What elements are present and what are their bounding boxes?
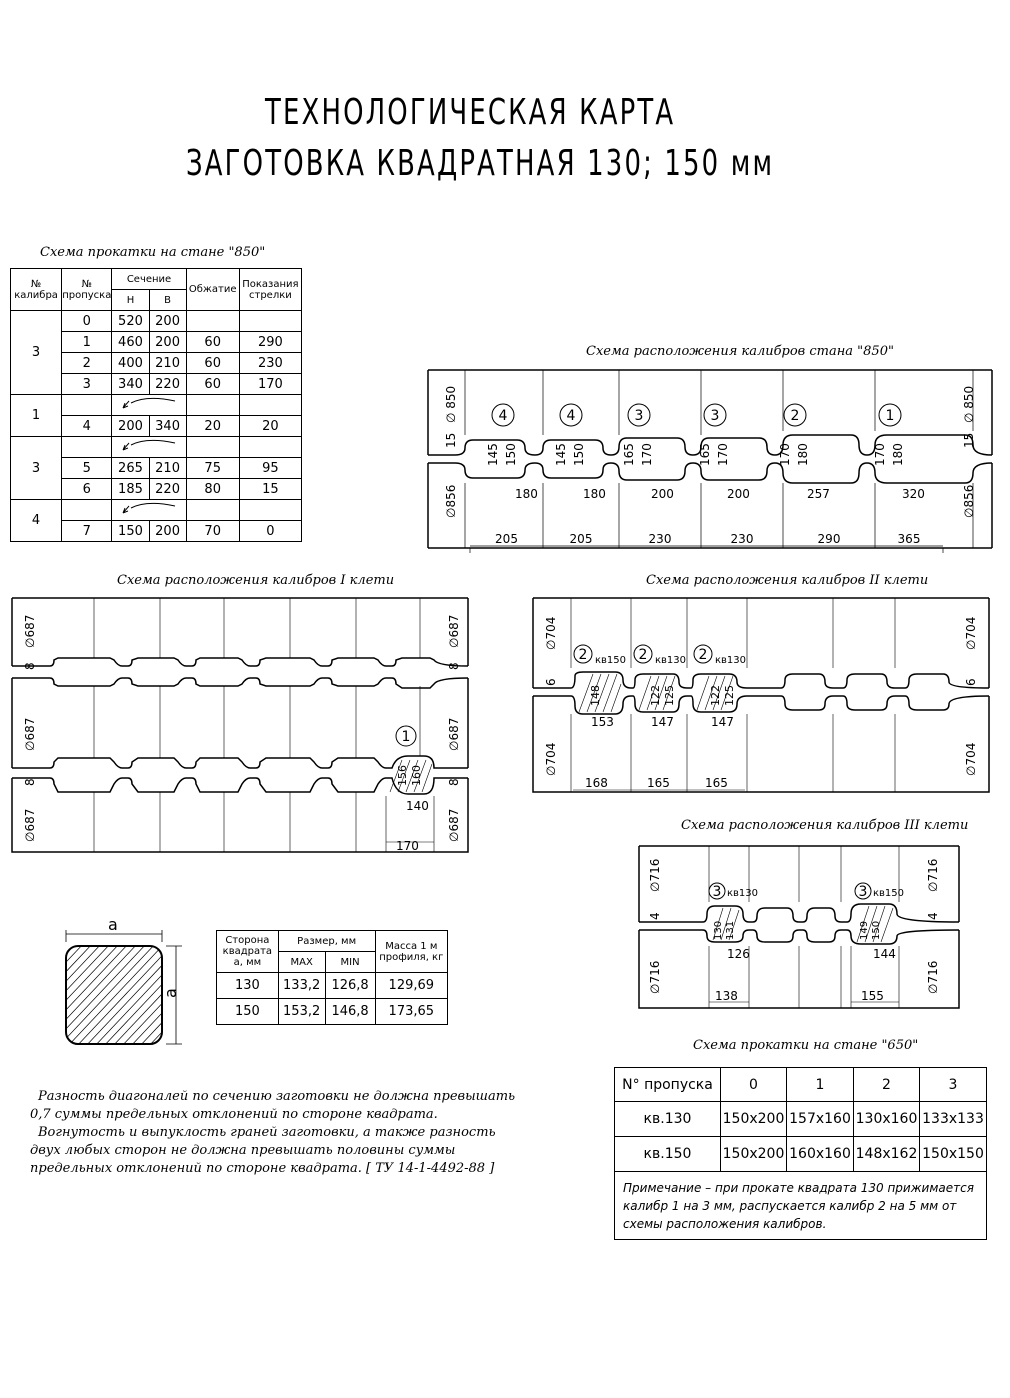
note-line: двух любых сторон не должна превышать половины суммы [30, 1143, 456, 1158]
b-cell: 210 [149, 458, 186, 479]
note-line: Вогнутость и выпуклость граней заготовки, а также разность [38, 1125, 496, 1140]
pass-header: 1 [787, 1068, 854, 1102]
groove-width: 144 [873, 947, 896, 961]
header-mass: Масса 1 м профиля, кг [375, 931, 447, 973]
b-cell: 210 [149, 353, 186, 374]
header-size: Размер, мм [278, 931, 375, 952]
value-cell: 157x160 [787, 1102, 854, 1137]
roll-diameter: ∅687 [447, 808, 461, 842]
stand2-caption: Схема расположения калибров II клети [646, 573, 929, 588]
groove-width: 126 [727, 947, 750, 961]
indicator-cell: 15 [239, 479, 301, 500]
gap-label: 8 [447, 778, 461, 786]
roll-diameter: ∅687 [23, 808, 37, 842]
groove-pitch: 138 [715, 989, 738, 1003]
h-cell: 460 [112, 332, 149, 353]
groove-dim: 125 [663, 685, 676, 706]
groove-pitch: 168 [585, 776, 608, 790]
caliber-number-badge-number: 2 [790, 408, 800, 424]
groove-dim: 131 [725, 920, 736, 940]
square-size-label: кв150 [873, 888, 905, 899]
page-title-line2: ЗАГОТОВКА КВАДРАТНАЯ 130; 150 мм [186, 143, 775, 184]
side-cell: 150 [217, 999, 279, 1025]
roll-diameter: ∅687 [447, 614, 461, 648]
b-cell: 340 [149, 416, 186, 437]
calibers-850-caption: Схема расположения калибров стана "850" [586, 344, 894, 359]
groove-pitch: 365 [897, 532, 921, 546]
rolling-650-caption: Схема прокатки на стане "650" [693, 1038, 919, 1053]
caliber-group: 3 [11, 311, 62, 395]
groove-pitch: 165 [705, 776, 728, 790]
header-side: Сторона квадрата а, мм [217, 931, 279, 973]
caliber-number-badge-number: 2 [638, 647, 648, 663]
header-indicator: Показания стрелки [239, 269, 301, 311]
caliber-group: 4 [11, 500, 62, 542]
roll-top-diameter: ∅ 850 [962, 385, 976, 423]
min-cell: 126,8 [325, 973, 375, 999]
indicator-cell: 20 [239, 416, 301, 437]
pass-header: 3 [920, 1068, 987, 1102]
reduction-cell [186, 311, 239, 332]
groove-width: 147 [711, 715, 734, 729]
reduction-cell: 20 [186, 416, 239, 437]
b-cell: 220 [149, 374, 186, 395]
turn-arrow-icon [112, 500, 186, 521]
b-cell: 200 [149, 311, 186, 332]
rolling-850-table [10, 268, 302, 542]
roll-diameter: ∅716 [648, 858, 662, 892]
header-caliber-no: № калибра [11, 269, 62, 311]
h-cell: 520 [112, 311, 149, 332]
groove-pitch: 205 [569, 532, 593, 546]
groove-pitch: 165 [647, 776, 670, 790]
b-cell: 220 [149, 479, 186, 500]
groove-dim: 150 [871, 920, 882, 940]
groove-height-small: 170 [778, 443, 792, 466]
header-pass-label: N° пропуска [615, 1068, 721, 1102]
roll-diameter: ∅687 [447, 717, 461, 751]
caliber-group: 1 [11, 395, 62, 437]
groove-height-large: 170 [716, 443, 730, 466]
turn-arrow-icon [112, 395, 186, 416]
roll-diameter: ∅716 [926, 960, 940, 994]
groove-pitch: 230 [730, 532, 754, 546]
b-cell: 200 [149, 332, 186, 353]
technical-notes [30, 1088, 550, 1178]
max-cell: 153,2 [278, 999, 325, 1025]
groove-width: 200 [651, 487, 674, 501]
gap-label: 6 [544, 678, 558, 686]
h-cell: 340 [112, 374, 149, 395]
roll-diameter: ∅704 [964, 616, 978, 650]
reduction-cell: 80 [186, 479, 239, 500]
groove-height-large: 180 [796, 443, 810, 466]
pass-header: 0 [721, 1068, 787, 1102]
groove-height-small: 145 [486, 443, 500, 466]
value-cell: 150x200 [721, 1137, 787, 1172]
groove-width: 140 [406, 799, 429, 813]
groove-width: 257 [807, 487, 830, 501]
reduction-cell: 60 [186, 374, 239, 395]
gap-label: 4 [926, 912, 940, 920]
side-cell: 130 [217, 973, 279, 999]
caliber-number-badge-number: 1 [885, 408, 895, 424]
side-label-right: a [161, 988, 180, 998]
calibers-850-diagram [425, 368, 995, 553]
roll-diameter: ∅687 [23, 614, 37, 648]
pass-cell: 6 [62, 479, 112, 500]
row-label: кв.150 [615, 1137, 721, 1172]
square-billet-diagram [58, 918, 188, 1050]
groove-dim: 148 [589, 685, 602, 706]
groove-height-small: 145 [554, 443, 568, 466]
note-line: предельных отклонений по стороне квадрата. [ ТУ 14-1-4492-88 ] [30, 1161, 495, 1176]
groove-height-small: 165 [622, 443, 636, 466]
mass-cell: 173,65 [375, 999, 447, 1025]
header-reduction: Обжатие [186, 269, 239, 311]
reduction-cell: 75 [186, 458, 239, 479]
groove-height-small: 170 [873, 443, 887, 466]
pass-cell: 0 [62, 311, 112, 332]
row-label: кв.130 [615, 1102, 721, 1137]
caliber-number-badge-number: 1 [401, 729, 411, 745]
groove-height-large: 170 [640, 443, 654, 466]
gap-label: 8 [447, 662, 461, 670]
gap-label: 15 [444, 432, 458, 448]
h-cell: 150 [112, 521, 149, 542]
groove-pitch: 290 [817, 532, 841, 546]
groove-dim: 122 [649, 685, 662, 706]
stand1-caption: Схема расположения калибров I клети [117, 573, 395, 588]
indicator-cell: 95 [239, 458, 301, 479]
reduction-cell: 70 [186, 521, 239, 542]
caliber-number-badge-number: 3 [710, 408, 720, 424]
groove-pitch: 155 [861, 989, 884, 1003]
roll-diameter: ∅687 [23, 717, 37, 751]
square-size-label: кв130 [655, 655, 687, 666]
reduction-cell: 60 [186, 332, 239, 353]
pass-cell: 1 [62, 332, 112, 353]
square-size-label: кв150 [595, 655, 627, 666]
header-b: В [149, 290, 186, 311]
max-cell: 133,2 [278, 973, 325, 999]
mass-cell: 129,69 [375, 973, 447, 999]
groove-height-small: 165 [698, 443, 712, 466]
stand1-diagram [10, 596, 470, 856]
groove-height-large: 150 [504, 443, 518, 466]
roll-diameter: ∅716 [926, 858, 940, 892]
h-cell: 265 [112, 458, 149, 479]
groove-width: 180 [583, 487, 606, 501]
indicator-cell: 0 [239, 521, 301, 542]
value-cell: 148x162 [854, 1137, 920, 1172]
indicator-cell: 290 [239, 332, 301, 353]
turn-arrow-icon [112, 437, 186, 458]
gap-label: 15 [962, 432, 976, 448]
h-cell: 400 [112, 353, 149, 374]
caliber-number-badge-number: 3 [858, 884, 868, 900]
groove-dim: 149 [859, 920, 870, 940]
roll-bottom-diameter: ∅856 [962, 484, 976, 518]
roll-diameter: ∅704 [544, 616, 558, 650]
header-section: Сечение [112, 269, 186, 290]
header-min: MIN [325, 952, 375, 973]
pass-header: 2 [854, 1068, 920, 1102]
groove-dim: 160 [410, 765, 423, 786]
min-cell: 146,8 [325, 999, 375, 1025]
rolling-650-table [614, 1067, 987, 1240]
pass-cell: 7 [62, 521, 112, 542]
pass-cell: 4 [62, 416, 112, 437]
caliber-number-badge-number: 4 [566, 408, 576, 424]
groove-width: 147 [651, 715, 674, 729]
gap-label: 8 [23, 778, 37, 786]
groove-dim: 130 [713, 920, 724, 940]
gap-label: 6 [964, 678, 978, 686]
groove-width: 200 [727, 487, 750, 501]
rolling-650-note: Примечание – при прокате квадрата 130 прижимается калибр 1 на 3 мм, распускается калибр 2 на 5 мм от схемы расположения калибров. [615, 1172, 987, 1240]
note-line: Разность диагоналей по сечению заготовки не должна превышать [38, 1089, 516, 1104]
caliber-group: 3 [11, 437, 62, 500]
indicator-cell [239, 311, 301, 332]
groove-dim: 156 [396, 765, 409, 786]
roll-top-diameter: ∅ 850 [444, 385, 458, 423]
pass-cell: 2 [62, 353, 112, 374]
b-cell: 200 [149, 521, 186, 542]
caliber-number-badge-number: 3 [712, 884, 722, 900]
caliber-number-badge-number: 3 [634, 408, 644, 424]
groove-pitch: 170 [396, 839, 419, 853]
groove-pitch: 230 [648, 532, 672, 546]
header-pass-no: № пропуска [62, 269, 112, 311]
groove-height-large: 150 [572, 443, 586, 466]
groove-dim: 122 [709, 685, 722, 706]
groove-width: 153 [591, 715, 614, 729]
groove-pitch: 205 [495, 532, 518, 546]
value-cell: 160x160 [787, 1137, 854, 1172]
roll-bottom-diameter: ∅856 [444, 484, 458, 518]
groove-dim: 125 [723, 685, 736, 706]
value-cell: 150x150 [920, 1137, 987, 1172]
square-size-label: кв130 [727, 888, 759, 899]
value-cell: 133x133 [920, 1102, 987, 1137]
roll-diameter: ∅704 [964, 742, 978, 776]
h-cell: 185 [112, 479, 149, 500]
roll-diameter: ∅704 [544, 742, 558, 776]
gap-label: 8 [23, 662, 37, 670]
page-title-line1: ТЕХНОЛОГИЧЕСКАЯ КАРТА [265, 92, 676, 133]
groove-height-large: 180 [891, 443, 905, 466]
indicator-cell: 230 [239, 353, 301, 374]
pass-cell: 5 [62, 458, 112, 479]
note-line: 0,7 суммы предельных отклонений по стороне квадрата. [30, 1107, 438, 1122]
size-table [216, 930, 448, 1025]
roll-diameter: ∅716 [648, 960, 662, 994]
stand3-caption: Схема расположения калибров III клети [681, 818, 969, 833]
value-cell: 130x160 [854, 1102, 920, 1137]
reduction-cell: 60 [186, 353, 239, 374]
groove-width: 180 [515, 487, 538, 501]
header-max: MAX [278, 952, 325, 973]
header-h: Н [112, 290, 149, 311]
h-cell: 200 [112, 416, 149, 437]
gap-label: 4 [648, 912, 662, 920]
indicator-cell: 170 [239, 374, 301, 395]
rolling-850-caption: Схема прокатки на стане "850" [40, 245, 266, 260]
side-label-top: a [108, 918, 118, 934]
caliber-number-badge-number: 4 [498, 408, 508, 424]
caliber-number-badge-number: 2 [578, 647, 588, 663]
groove-width: 320 [902, 487, 925, 501]
stand3-diagram [637, 844, 963, 1012]
pass-cell: 3 [62, 374, 112, 395]
stand2-diagram [531, 596, 991, 796]
caliber-number-badge-number: 2 [698, 647, 708, 663]
square-size-label: кв130 [715, 655, 747, 666]
value-cell: 150x200 [721, 1102, 787, 1137]
